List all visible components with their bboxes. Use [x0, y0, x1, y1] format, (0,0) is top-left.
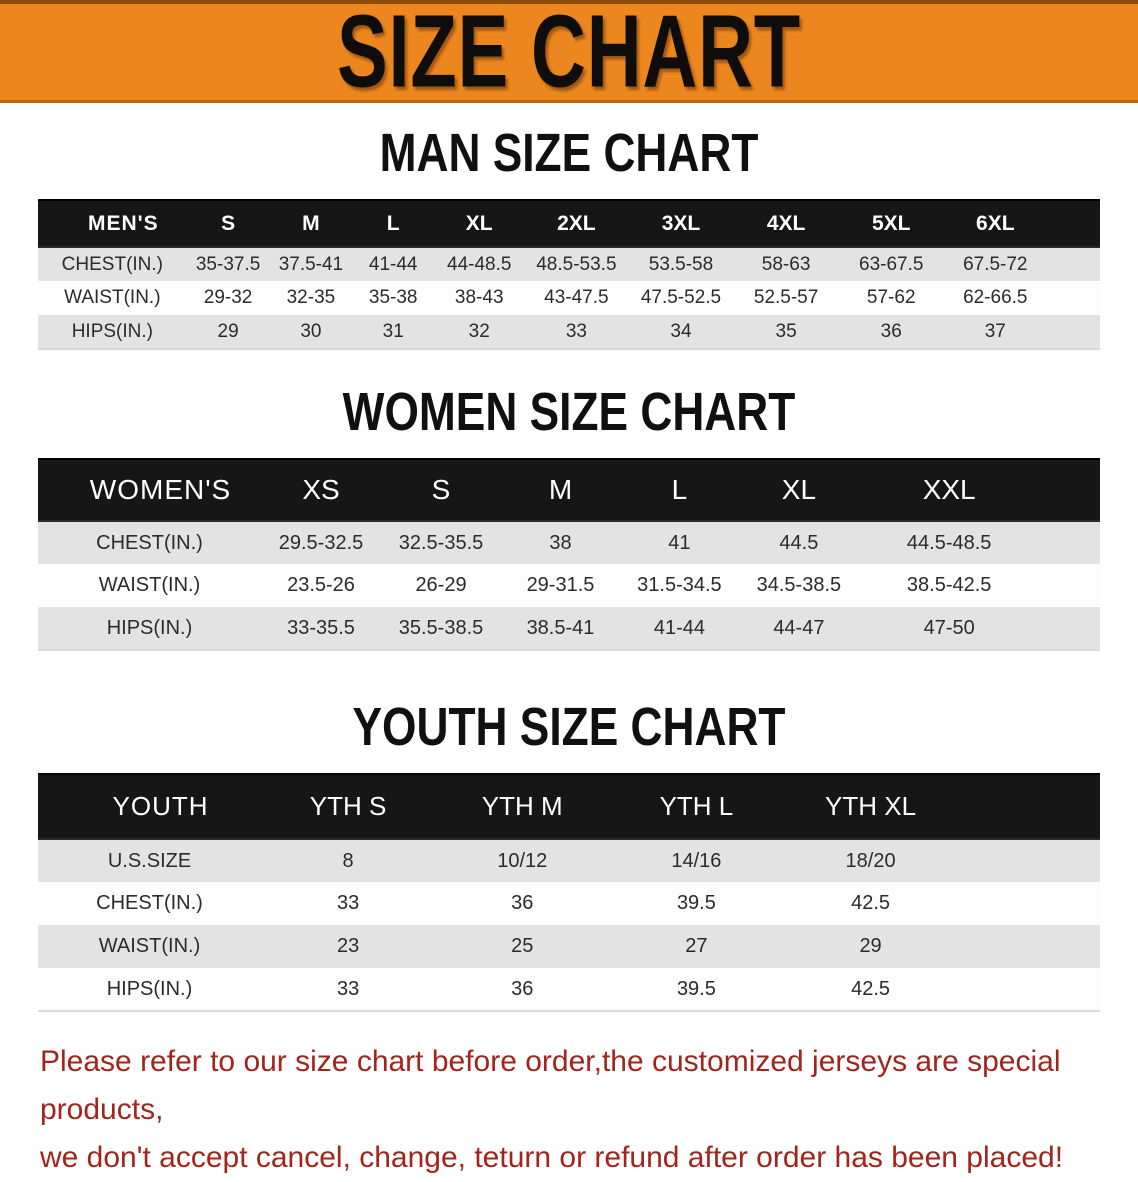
spacer-cell — [958, 839, 1100, 882]
size-value-cell: 25 — [511, 935, 534, 957]
size-value-cell: 29.5-32.5 — [278, 531, 364, 554]
size-value-cell: 32.5-35.5 — [398, 531, 484, 554]
table-row — [38, 968, 1100, 1011]
size-value-cell: 62-66.5 — [963, 287, 1028, 308]
women-table-corner-label: WOMEN'S — [38, 459, 261, 521]
size-value-cell: 37 — [984, 320, 1006, 342]
table-row — [38, 882, 1100, 925]
size-value-cell: 34.5-38.5 — [756, 574, 842, 596]
size-value-cell: 35-37.5 — [195, 253, 261, 275]
size-value-cell: 42.5 — [851, 977, 891, 1000]
table-row — [38, 607, 1100, 650]
size-value-cell: 63-67.5 — [859, 253, 924, 275]
size-column-header: M — [501, 459, 620, 521]
spacer-cell — [958, 968, 1100, 1011]
row-label: WAIST(IN.) — [98, 574, 201, 596]
disclaimer-line-1: Please refer to our size chart before order,the customized jerseys are special products, — [40, 1045, 1061, 1126]
row-label: HIPS(IN.) — [106, 616, 193, 639]
row-label: WAIST(IN.) — [64, 287, 161, 308]
table-row — [38, 925, 1100, 968]
size-column-header: XS — [261, 459, 381, 521]
size-value-cell: 35.5-38.5 — [398, 616, 484, 639]
spacer-cell — [1047, 247, 1100, 281]
spacer-cell — [958, 925, 1100, 968]
size-column-header: M — [270, 200, 353, 247]
size-column-header: 2XL — [524, 200, 628, 247]
size-column-header: YTH S — [261, 774, 435, 839]
youth-size-table-wrap — [38, 773, 1100, 1012]
size-column-header: 3XL — [628, 200, 733, 247]
banner-title: SIZE CHART — [337, 0, 801, 109]
spacer-cell — [1047, 281, 1100, 315]
men-table-header-row — [38, 200, 1100, 247]
size-value-cell: 23.5-26 — [287, 574, 355, 596]
size-column-header: XL — [434, 200, 524, 247]
size-column-header: L — [620, 459, 739, 521]
spacer-cell — [1039, 521, 1100, 564]
size-value-cell: 44-48.5 — [447, 253, 512, 275]
size-value-cell: 32 — [468, 320, 490, 342]
size-value-cell: 57-62 — [866, 287, 916, 308]
size-column-header: XXL — [859, 459, 1040, 521]
size-column-header: S — [381, 459, 501, 521]
spacer-cell — [1039, 459, 1100, 521]
size-column-header: YTH XL — [783, 774, 957, 839]
table-row — [38, 281, 1100, 315]
size-value-cell: 44.5 — [779, 531, 819, 554]
table-row — [38, 521, 1100, 564]
size-column-header: L — [352, 200, 434, 247]
size-value-cell: 18/20 — [845, 849, 896, 872]
size-value-cell: 36 — [880, 320, 902, 342]
size-value-cell: 29-31.5 — [526, 574, 595, 596]
women-section-heading — [0, 382, 1138, 442]
youth-table-corner-label: YOUTH — [38, 774, 261, 839]
size-value-cell: 27 — [685, 935, 708, 957]
women-size-table — [38, 458, 1100, 651]
size-value-cell: 29-32 — [203, 287, 253, 308]
women-section-title: WOMEN SIZE CHART — [342, 382, 796, 442]
spacer-cell — [958, 774, 1100, 839]
size-value-cell: 41-44 — [653, 616, 705, 639]
size-value-cell: 44-47 — [773, 616, 825, 639]
size-value-cell: 23 — [336, 935, 360, 957]
row-label: HIPS(IN.) — [71, 320, 153, 342]
spacer-cell — [1039, 607, 1100, 650]
row-label: CHEST(IN.) — [61, 253, 163, 275]
size-value-cell: 39.5 — [676, 977, 716, 1000]
disclaimer-text — [40, 1038, 1118, 1182]
size-value-cell: 43-47.5 — [544, 287, 609, 308]
size-value-cell: 47-50 — [923, 616, 975, 639]
size-column-header: 5XL — [839, 200, 944, 247]
size-value-cell: 41 — [668, 531, 691, 554]
size-value-cell: 33 — [565, 320, 587, 342]
men-table-corner-label: MEN'S — [38, 200, 187, 247]
size-column-header: 6XL — [944, 200, 1047, 247]
size-value-cell: 39.5 — [676, 892, 716, 914]
size-chart-banner — [0, 0, 1138, 109]
size-value-cell: 30 — [300, 320, 322, 342]
women-size-table-wrap — [38, 458, 1100, 651]
table-row — [38, 247, 1100, 281]
table-row — [38, 564, 1100, 607]
row-label: U.S.SIZE — [107, 849, 192, 872]
men-size-table-wrap — [38, 199, 1100, 350]
size-value-cell: 35-38 — [368, 287, 418, 308]
size-value-cell: 41-44 — [368, 253, 418, 275]
size-column-header: YTH L — [609, 774, 783, 839]
size-value-cell: 8 — [342, 849, 354, 872]
table-row — [38, 839, 1100, 882]
row-label: HIPS(IN.) — [106, 977, 193, 1000]
size-value-cell: 38 — [549, 531, 572, 554]
man-section-heading — [0, 123, 1138, 183]
size-value-cell: 42.5 — [851, 892, 891, 914]
size-value-cell: 53.5-58 — [648, 253, 714, 275]
size-value-cell: 10/12 — [497, 849, 548, 872]
size-column-header: XL — [739, 459, 859, 521]
size-value-cell: 38.5-42.5 — [906, 574, 992, 596]
spacer-cell — [1039, 564, 1100, 607]
size-value-cell: 37.5-41 — [278, 253, 344, 275]
women-table-header-row — [38, 459, 1100, 521]
row-label: WAIST(IN.) — [98, 935, 201, 957]
size-value-cell: 47.5-52.5 — [640, 287, 722, 308]
size-value-cell: 48.5-53.5 — [536, 253, 617, 275]
size-value-cell: 38-43 — [454, 287, 504, 308]
size-value-cell: 14/16 — [671, 849, 722, 872]
spacer-cell — [1047, 315, 1100, 349]
size-value-cell: 26-29 — [415, 574, 467, 596]
size-value-cell: 52.5-57 — [753, 287, 819, 308]
spacer-cell — [1047, 200, 1100, 247]
size-value-cell: 36 — [511, 977, 534, 1000]
row-label: CHEST(IN.) — [96, 892, 203, 914]
row-label: CHEST(IN.) — [96, 531, 203, 554]
size-value-cell: 31.5-34.5 — [637, 574, 722, 596]
size-value-cell: 33 — [336, 977, 360, 1000]
man-section-title: MAN SIZE CHART — [379, 123, 759, 183]
spacer-cell — [958, 882, 1100, 925]
youth-section-heading — [0, 697, 1138, 757]
size-value-cell: 44.5-48.5 — [906, 531, 992, 554]
disclaimer-line-2: we don't accept cancel, change, teturn or refund after order has been placed! — [40, 1141, 1064, 1174]
size-value-cell: 29 — [859, 935, 882, 957]
youth-table-header-row — [38, 774, 1100, 839]
size-value-cell: 35 — [775, 320, 797, 342]
youth-section-title: YOUTH SIZE CHART — [352, 697, 786, 757]
size-value-cell: 33-35.5 — [287, 616, 355, 639]
men-size-table — [38, 199, 1100, 350]
size-value-cell: 33 — [336, 892, 360, 914]
youth-size-table — [38, 773, 1100, 1012]
size-value-cell: 38.5-41 — [526, 616, 595, 639]
size-value-cell: 29 — [217, 320, 239, 342]
size-column-header: S — [187, 200, 270, 247]
size-value-cell: 58-63 — [761, 253, 811, 275]
size-column-header: 4XL — [734, 200, 839, 247]
size-value-cell: 31 — [382, 320, 404, 342]
size-value-cell: 34 — [670, 320, 692, 342]
size-value-cell: 32-35 — [286, 287, 336, 308]
table-row — [38, 315, 1100, 349]
size-column-header: YTH M — [435, 774, 609, 839]
size-value-cell: 67.5-72 — [963, 253, 1028, 275]
size-value-cell: 36 — [511, 892, 534, 914]
